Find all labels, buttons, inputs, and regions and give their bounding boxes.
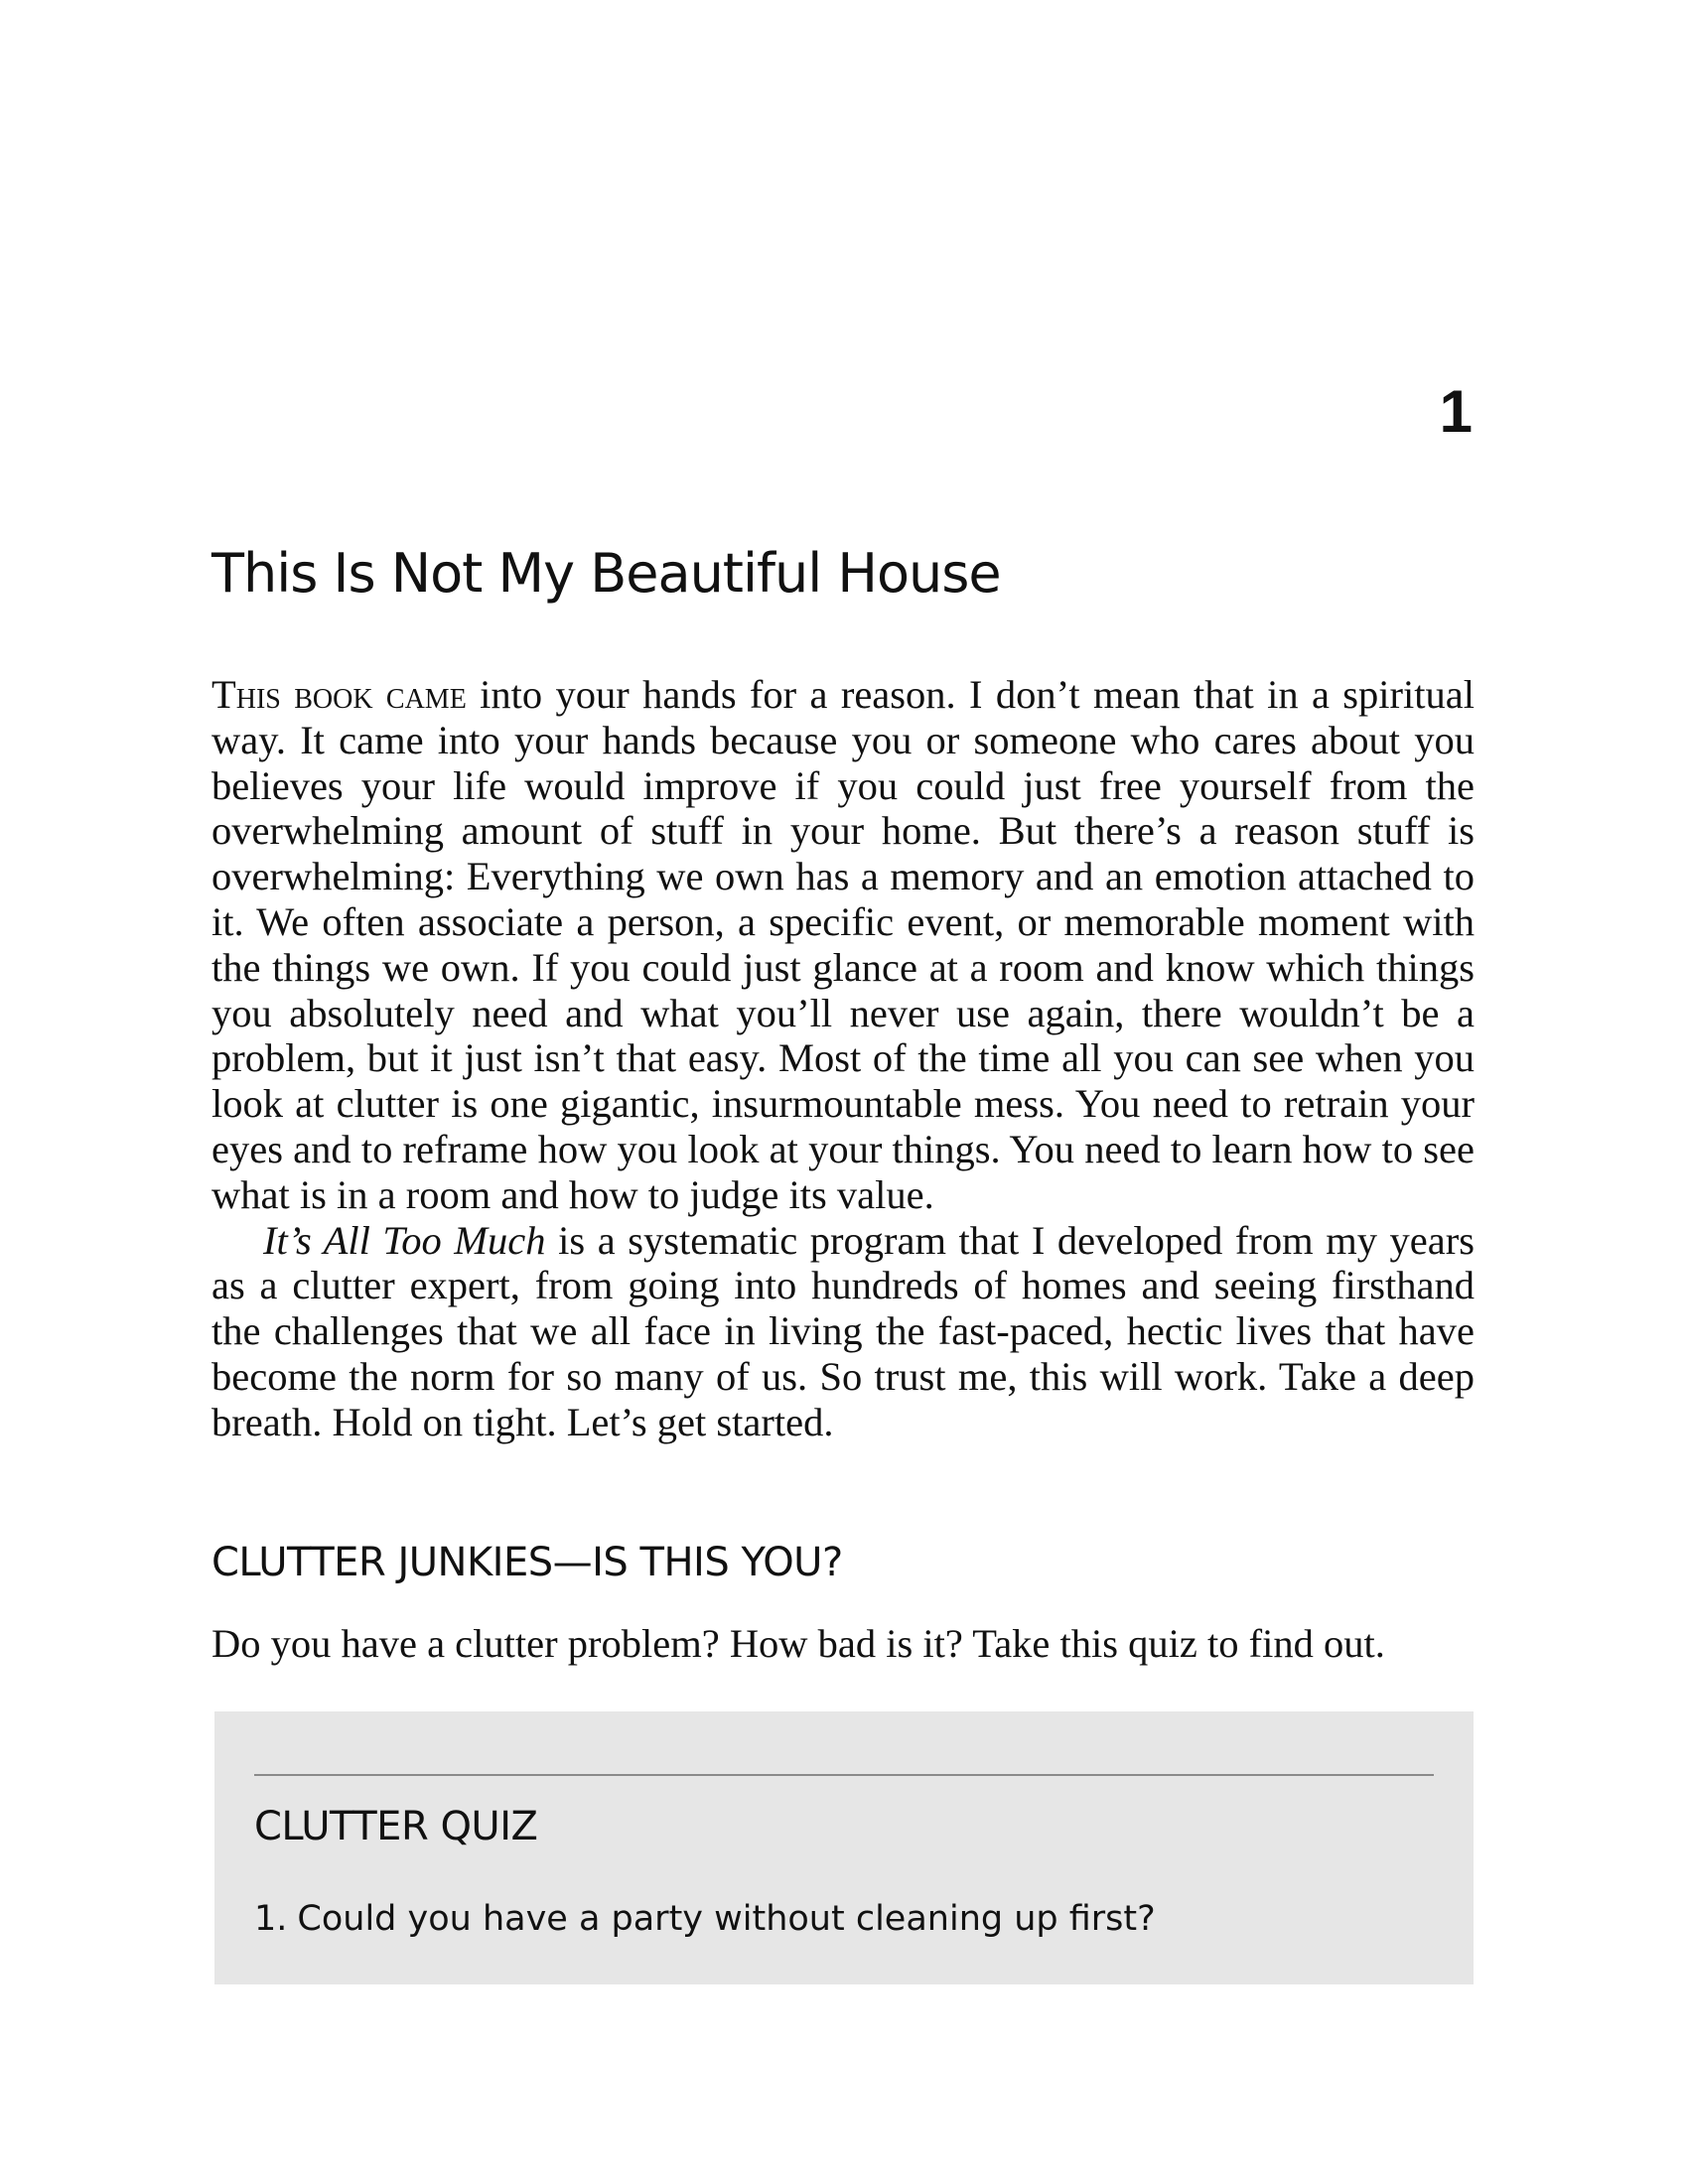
paragraph-lead-in: This book came — [211, 672, 467, 717]
book-title-italic: It’s All Too Much — [263, 1217, 546, 1263]
body-text — [211, 672, 1475, 1445]
section-intro: Do you have a clutter problem? How bad is it? Take this quiz to find out. — [211, 1621, 1385, 1666]
paragraph-1-text: into your hands for a reason. I don’t mean that in a spiritual way. It came into your hands because you or someone who cares about you believes your life would improve if you could just free yourself from the overwhelming amount of stuff in your home. But there’s a reason stuff is overwhelming: Everything we own has a memory and an emotion attached to it. We often associate a person, a specific event, or memorable moment with the things we own. If you could just glance at a room and know which things you absolutely need and what you’ll never use again, there wouldn’t be a problem, but it just isn’t that easy. Most of the time all you can see when you look at clutter is one gigantic, insurmountable mess. You need to retrain your eyes and to reframe how you look at your things. You need to learn how to see what is in a room and how to judge its value. — [211, 672, 1476, 1217]
quiz-item — [254, 1898, 1156, 1940]
quiz-list — [254, 1898, 1156, 1940]
chapter-number: 1 — [1439, 378, 1473, 445]
quiz-box — [214, 1711, 1474, 1984]
paragraph-2-text: is a systematic program that I developed from my years as a clutter expert, from going into hundreds of homes and seeing firsthand the challenges that we all face in living the fast-paced, hectic lives that have become the norm for so many of us. So trust me, this will work. Take a deep breath. Hold on tight. Let’s get started. — [211, 1217, 1475, 1444]
chapter-title: This Is Not My Beautiful House — [211, 542, 1001, 605]
body-paragraph-1 — [211, 672, 1475, 1218]
quiz-title: CLUTTER QUIZ — [254, 1804, 538, 1849]
quiz-divider — [254, 1774, 1434, 1776]
quiz-item-number: 1. — [254, 1899, 288, 1939]
body-paragraph-2 — [211, 1218, 1475, 1445]
section-heading: CLUTTER JUNKIES—IS THIS YOU? — [211, 1540, 843, 1585]
quiz-item-text: Could you have a party without cleaning up first? — [297, 1899, 1156, 1939]
